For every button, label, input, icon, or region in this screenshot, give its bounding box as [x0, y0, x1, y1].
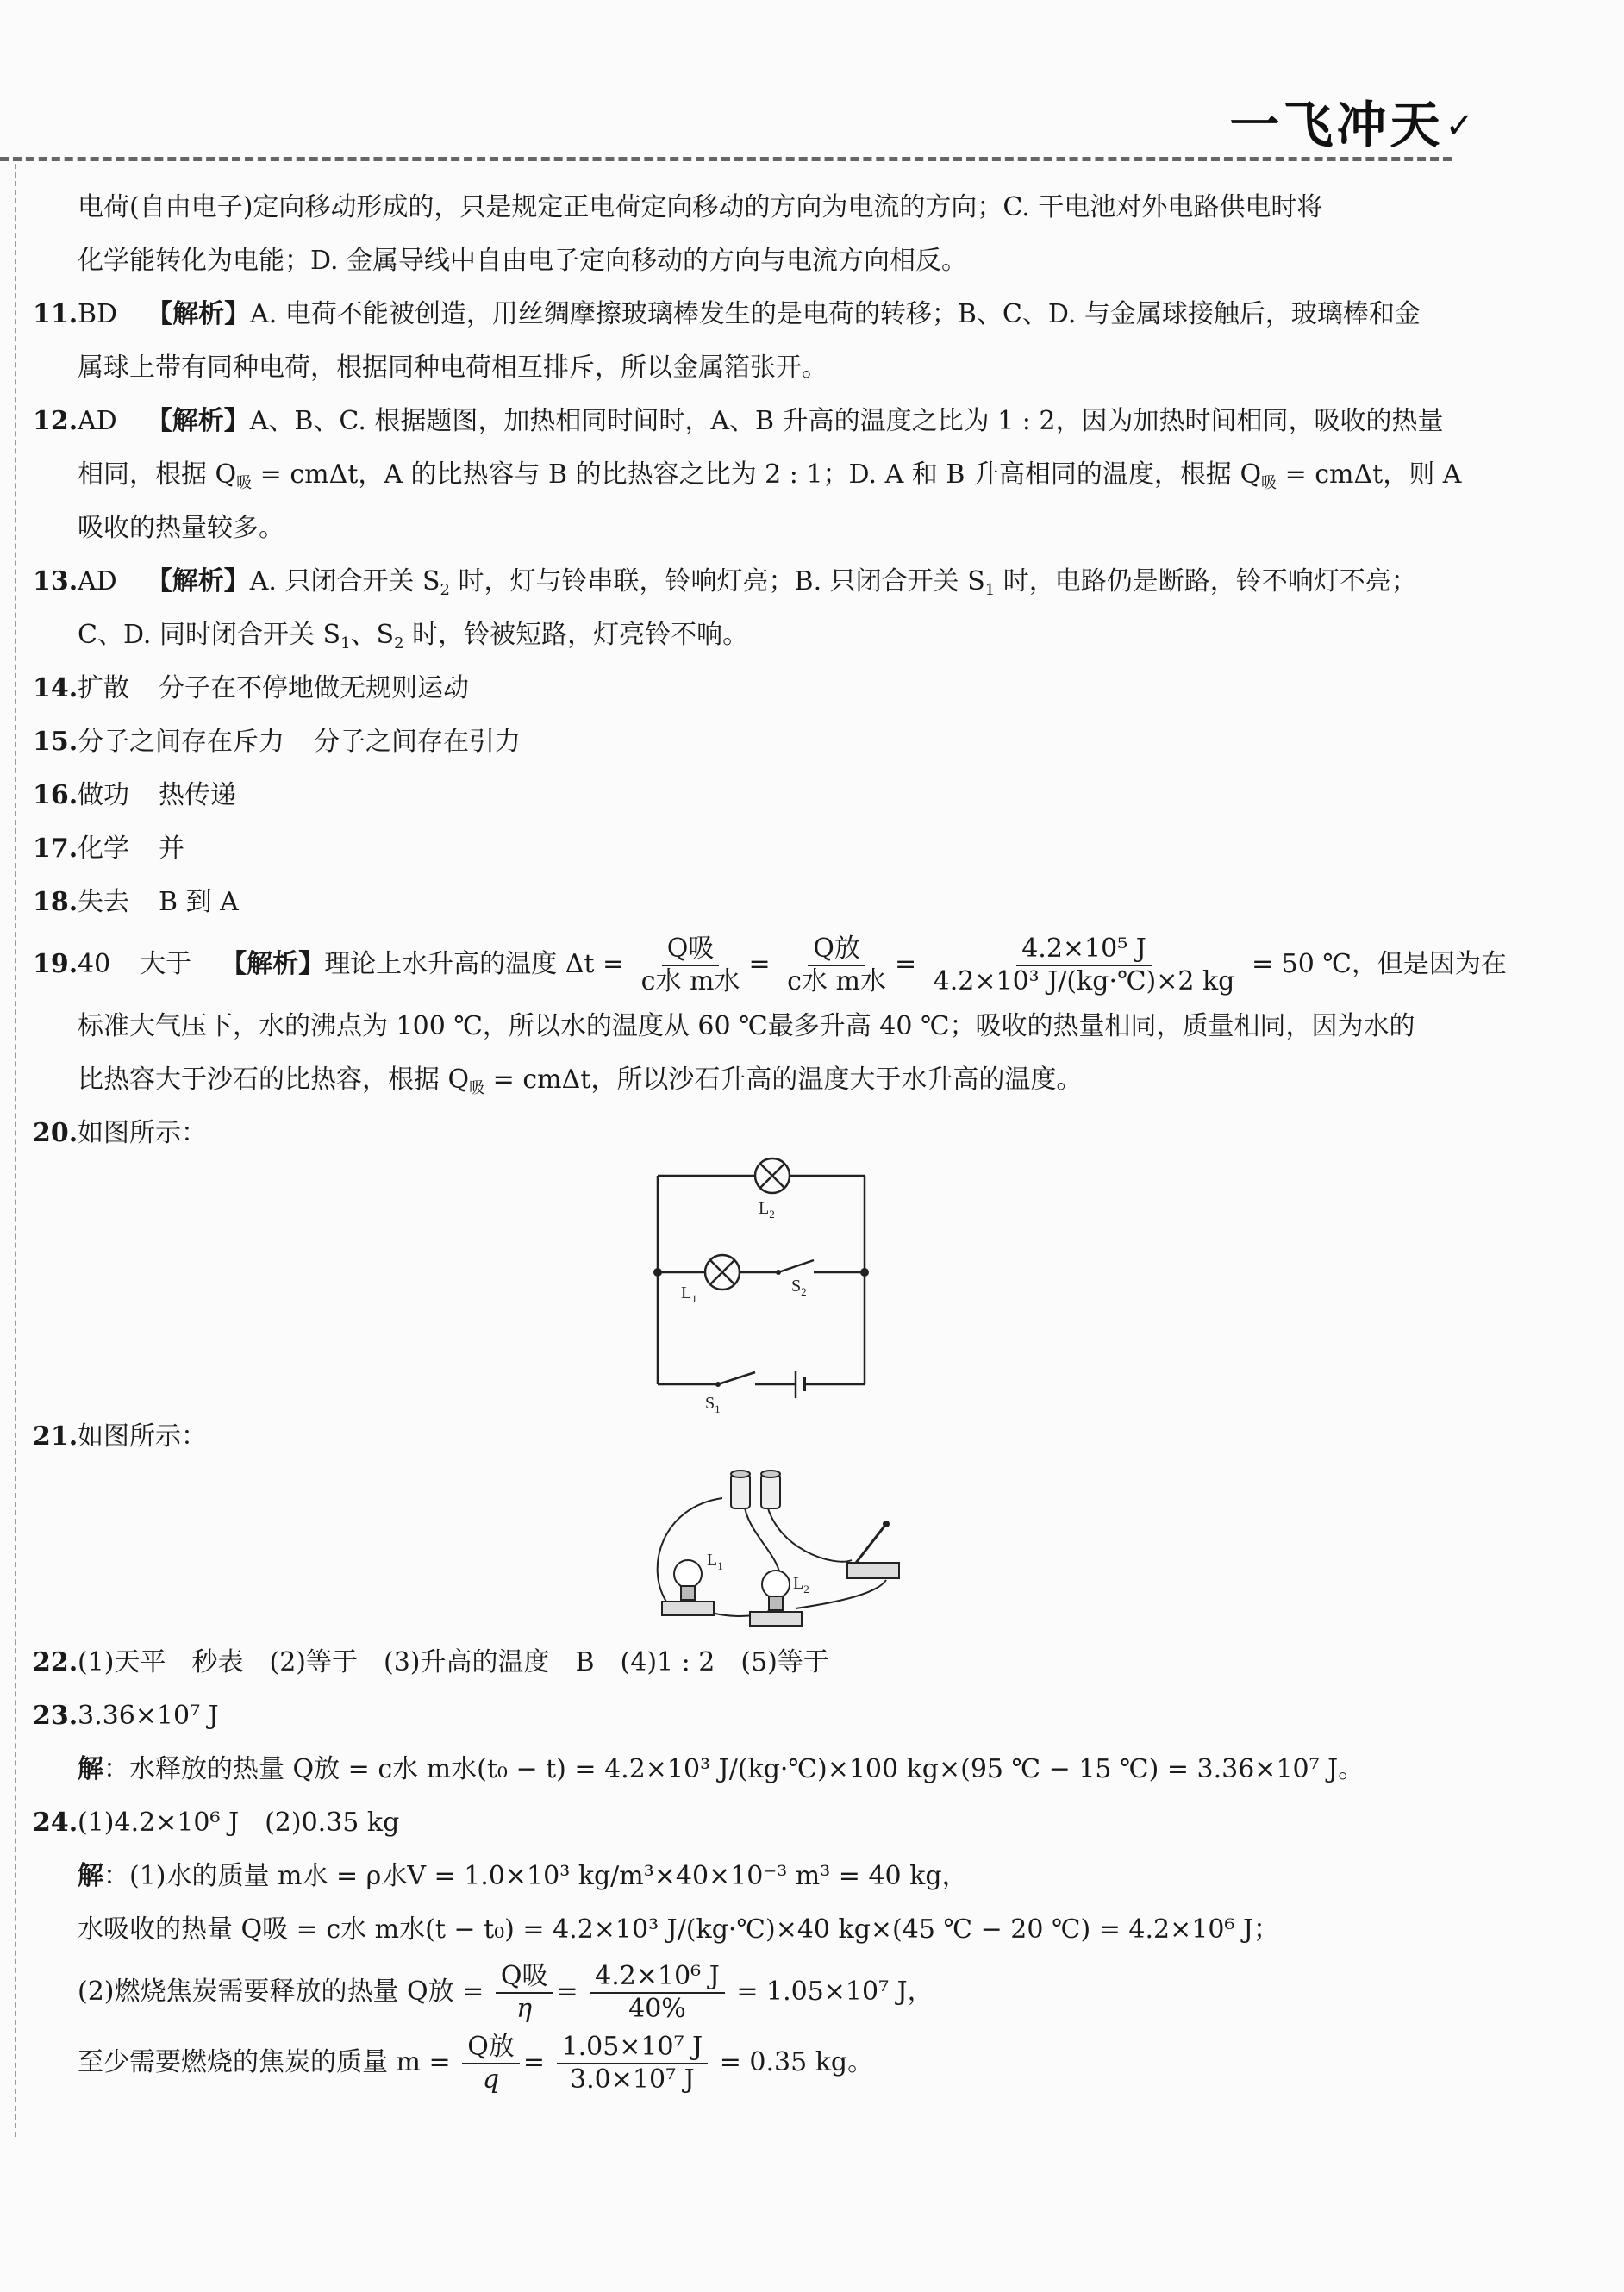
- question-number: 15.: [33, 727, 78, 757]
- question-number: 22.: [33, 1647, 78, 1677]
- text: = 0.35 kg。: [719, 2047, 874, 2077]
- answer: (1)天平 秒表 (2)等于 (3)升高的温度 B (4)1 : 2 (5)等于: [78, 1647, 829, 1677]
- q12-line: [33, 448, 1462, 502]
- header-dashed-rule: [0, 157, 1452, 161]
- q19-line: [33, 1053, 1455, 1107]
- solution-label: 解: [78, 1754, 103, 1784]
- text: 比热容大于沙石的比热容，根据 Q: [78, 1065, 470, 1095]
- q13-line: [33, 555, 1455, 609]
- analysis-text: A. 电荷不能被创造，用丝绸摩擦玻璃棒发生的是电荷的转移；B、C、D. 与金属球接触后，玻璃棒和金: [250, 299, 1421, 329]
- denominator: 4.2×10³ J/(kg·℃)×2 kg: [933, 966, 1235, 996]
- analysis-text: A、B、C. 根据题图，加热相同时间时，A、B 升高的温度之比为 1 : 2，因为加热时间相同，吸收的热量: [249, 406, 1444, 436]
- q14-line: [33, 662, 1455, 715]
- q24-line: [33, 1850, 1455, 1903]
- answer: B 到 A: [159, 887, 239, 917]
- question-number: 13.: [33, 566, 78, 596]
- side-dashed-rule: [15, 164, 16, 2137]
- denominator: η: [516, 1994, 533, 2024]
- q15-line: [33, 715, 1455, 769]
- physical-circuit-drawing: [33, 1464, 1455, 1636]
- subscript: 1: [984, 581, 996, 599]
- q10-line: 电荷(自由电子)定向移动形成的，只是规定正电荷定向移动的方向为电流的方向；C. 干电池对外电路供电时将: [78, 192, 1323, 222]
- text: 相同，根据 Q: [78, 459, 237, 490]
- fraction: [636, 934, 746, 997]
- analysis-tag: 【解析】: [146, 406, 250, 436]
- numerator: 1.05×10⁷ J: [557, 2032, 709, 2064]
- numerator: Q吸: [662, 934, 720, 966]
- answer: 失去: [78, 887, 129, 917]
- fraction: [496, 1961, 553, 2025]
- text: = 1.05×10⁷ J，: [736, 1977, 934, 2007]
- analysis-tag: 【解析】: [221, 949, 325, 979]
- q16-line: [33, 769, 1455, 822]
- junction-dot: [653, 1268, 662, 1277]
- q17-line: [33, 822, 1455, 876]
- answer: 扩散: [78, 673, 129, 703]
- text: A. 只闭合开关 S: [249, 566, 440, 596]
- q24-line: 水吸收的热量 Q吸 = c水 m水(t − t₀) = 4.2×10³ J/(kg·℃)×40 kg×(45 ℃ − 20 ℃) = 4.2×10⁶ J；: [78, 1914, 1280, 1945]
- answer: AD: [78, 566, 117, 596]
- answer: 分子之间存在斥力: [78, 727, 284, 757]
- subscript: 吸: [236, 474, 253, 492]
- fraction: [557, 2032, 709, 2095]
- label-L1: $L_1$: [681, 1283, 697, 1305]
- brand-text: 一飞冲天: [1229, 96, 1444, 154]
- q23-line: [33, 1689, 1455, 1743]
- text: = cmΔt，则 A: [1277, 459, 1462, 490]
- subscript: 2: [440, 581, 450, 599]
- q11-line: [33, 288, 1455, 341]
- numerator: 4.2×10⁶ J: [590, 1961, 725, 1994]
- question-number: 20.: [33, 1118, 78, 1148]
- answer: 热传递: [159, 780, 236, 810]
- fraction: [462, 2032, 520, 2095]
- label-S1: $S_1$: [705, 1394, 721, 1415]
- lamp-L2-icon: [755, 1158, 790, 1193]
- q13-line: [33, 609, 1455, 662]
- q12-line: [33, 395, 1455, 448]
- battery-icon: [796, 1371, 804, 1398]
- subscript: 吸: [469, 1079, 485, 1097]
- numerator: Q吸: [496, 1961, 553, 1994]
- text: 时，灯与铃串联，铃响灯亮；B. 只闭合开关 S: [450, 566, 985, 596]
- answer: (1)4.2×10⁶ J (2)0.35 kg: [78, 1808, 400, 1838]
- solution-text: ：(1)水的质量 m水 = ρ水V = 1.0×10³ kg/m³×40×10⁻³ m³ = 40 kg，: [103, 1861, 968, 1891]
- denominator: 3.0×10⁷ J: [570, 2064, 695, 2095]
- answer: 分子在不停地做无规则运动: [159, 673, 469, 703]
- label-L2: $L_2$: [793, 1574, 809, 1596]
- answer: 40: [78, 949, 111, 979]
- check-icon: ✓: [1445, 106, 1477, 146]
- text: 、S: [350, 620, 395, 650]
- answer: BD: [78, 299, 118, 329]
- q23-line: [33, 1743, 1455, 1796]
- battery-cell-icon: [731, 1471, 750, 1508]
- fraction: [590, 1961, 725, 2025]
- text: (2)燃烧焦炭需要释放的热量 Q放 =: [78, 1977, 484, 2007]
- solution-text: ：水释放的热量 Q放 = c水 m水(t₀ − t) = 4.2×10³ J/(kg·℃)×100 kg×(95 ℃ − 15 ℃) = 3.36×10⁷ J。: [103, 1754, 1365, 1784]
- label-L2: $L_2$: [759, 1199, 775, 1221]
- switch-pivot: [776, 1270, 781, 1275]
- answer: AD: [78, 406, 117, 436]
- question-number: 11.: [33, 299, 78, 329]
- question-text: 如图所示：: [78, 1421, 207, 1452]
- junction-dot: [860, 1268, 869, 1277]
- text: 至少需要燃烧的焦炭的质量 m =: [78, 2047, 451, 2077]
- q10-line: 化学能转化为电能；D. 金属导线中自由电子定向移动的方向与电流方向相反。: [78, 246, 968, 276]
- question-text: 如图所示：: [78, 1118, 207, 1148]
- fraction: [782, 934, 891, 997]
- answer: 3.36×10⁷ J: [78, 1701, 219, 1731]
- question-number: 23.: [33, 1701, 78, 1731]
- q21-line: [33, 1410, 1455, 1464]
- denominator: c水 m水: [787, 966, 886, 996]
- text: = cmΔt，A 的比热容与 B 的比热容之比为 2 : 1；D. A 和 B 升高相同的温度，根据 Q: [252, 459, 1262, 490]
- circuit-diagram: [33, 1160, 1455, 1415]
- circuit-svg: [33, 1160, 1455, 1415]
- q24-line: (2)燃烧焦炭需要释放的热量 Q放 = $\frac{\text{Q吸}}{\eta}$ = $\frac{\text{4.2×10⁶ J}}{40\%}$ = 1.05×10⁷ J，: [78, 1961, 934, 2024]
- subscript: 2: [394, 634, 404, 653]
- brand-logo: [1229, 84, 1477, 157]
- question-number: 14.: [33, 673, 78, 703]
- text: C、D. 同时闭合开关 S: [78, 620, 341, 650]
- knife-switch-icon: [847, 1521, 899, 1578]
- text: 时，电路仍是断路，铃不响灯不亮；: [995, 566, 1417, 596]
- q19-line: 19.40 大于 【解析】理论上水升高的温度 Δt = $\frac{\text{Q吸}}{\text{c水 m水}}$ = $\frac{\text{Q放}}{\text{c水 m水}}$ = $\frac{\text{4.2×10⁵ J}}{\text{4.2×10³ J/(kg·℃)×2 kg}}$ = 50 ℃，但是因为在: [33, 929, 1455, 1000]
- denominator: c水 m水: [640, 966, 740, 996]
- answer: 分子之间存在引力: [314, 727, 521, 757]
- battery-cell-icon: [761, 1471, 780, 1508]
- label-L1: $L_1$: [707, 1551, 723, 1572]
- solution-label: 解: [78, 1861, 103, 1891]
- numerator: 4.2×10⁵ J: [1016, 934, 1152, 966]
- q24-line: 至少需要燃烧的焦炭的质量 m = $\frac{\text{Q放}}{q}$ = $\frac{\text{1.05×10⁷ J}}{\text{3.0×10⁷ J}}$ = 0.35 kg。: [78, 2032, 874, 2095]
- subscript: 1: [340, 634, 351, 653]
- denominator: q: [482, 2064, 500, 2095]
- numerator: Q放: [462, 2032, 520, 2064]
- q18-line: [33, 876, 1455, 929]
- question-number: 16.: [33, 780, 78, 810]
- formula-lead: 理论上水升高的温度 Δt =: [324, 949, 625, 979]
- denominator: 40%: [628, 1994, 686, 2024]
- text: 时，铃被短路，灯亮铃不响。: [403, 620, 749, 650]
- answer: 大于: [140, 949, 192, 979]
- q12-line: 吸收的热量较多。: [78, 513, 284, 543]
- question-number: 18.: [33, 887, 78, 917]
- question-number: 17.: [33, 834, 78, 864]
- answer-content: [33, 181, 1507, 2098]
- question-number: 21.: [33, 1421, 78, 1452]
- lamp-L1-icon: [705, 1255, 740, 1290]
- analysis-tag: 【解析】: [147, 299, 251, 329]
- subscript: 吸: [1261, 474, 1277, 492]
- q22-line: [33, 1636, 1455, 1689]
- answer: 做功: [78, 780, 129, 810]
- label-S2: $S_2$: [791, 1277, 807, 1298]
- answer: 化学: [78, 834, 129, 864]
- bulb-L1-icon: [662, 1560, 714, 1615]
- question-number: 24.: [33, 1808, 78, 1838]
- physical-circuit-svg: [33, 1464, 1455, 1636]
- question-number: 19.: [33, 949, 78, 979]
- numerator: Q放: [808, 934, 865, 966]
- q19-line: 标准大气压下，水的沸点为 100 ℃，所以水的温度从 60 ℃最多升高 40 ℃；吸收的热量相同，质量相同，因为水的: [78, 1011, 1415, 1041]
- question-number: 12.: [33, 406, 78, 436]
- analysis-tag: 【解析】: [146, 566, 250, 596]
- answer: 并: [159, 834, 184, 864]
- q11-line: 属球上带有同种电荷，根据同种电荷相互排斥，所以金属箔张开。: [78, 353, 828, 383]
- fraction: [928, 934, 1240, 997]
- text: = cmΔt，所以沙石升高的温度大于水升高的温度。: [484, 1065, 1083, 1095]
- switch-pivot: [715, 1382, 721, 1387]
- formula-tail: = 50 ℃，但是因为在: [1251, 949, 1507, 979]
- q24-line: [33, 1796, 1455, 1850]
- q20-line: [33, 1107, 1455, 1160]
